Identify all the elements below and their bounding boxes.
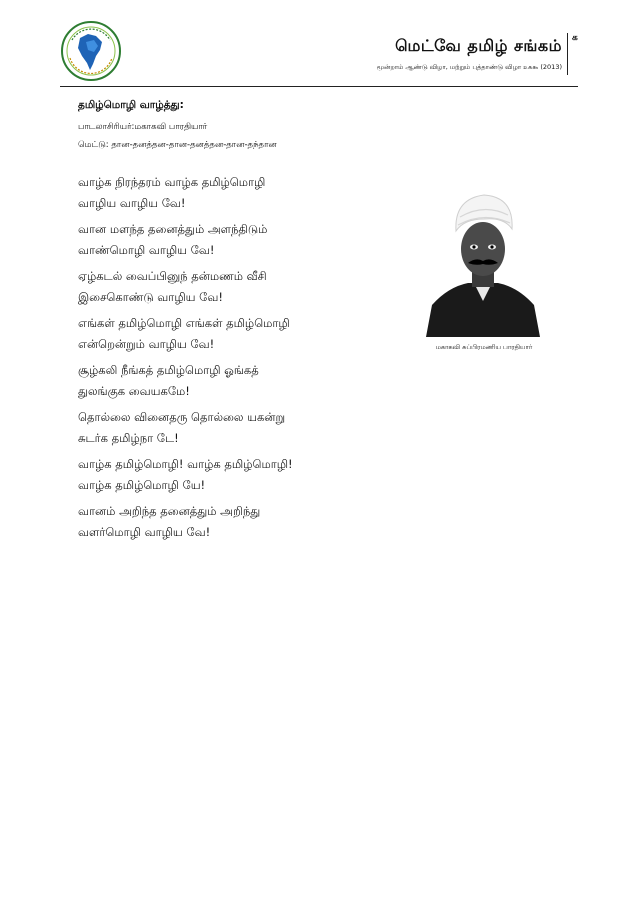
poem-stanza — [78, 266, 267, 308]
stanza-line: வாண்மொழி வாழிய வே! — [78, 243, 215, 257]
portrait-caption: மகாகவி சுப்பிரமணிய பாரதியார் — [435, 343, 533, 351]
stanza-line: வான மளந்த தனைத்தும் அளந்திடும் — [78, 222, 268, 236]
stanza-line: சூழ்கலி நீங்கத் தமிழ்மொழி ஓங்கத் — [78, 363, 259, 377]
stanza-line: சுடர்க தமிழ்நா டே! — [78, 431, 179, 445]
poem-author-line: பாடலாசிரியர்:மகாகவி பாரதியார் — [78, 122, 208, 132]
stanza-line: வாழ்க தமிழ்மொழி! வாழ்க தமிழ்மொழி! — [78, 457, 293, 471]
header-divider-vertical — [567, 33, 568, 75]
stanza-line: என்றென்றும் வாழிய வே! — [78, 337, 215, 351]
stanza-line: இசைகொண்டு வாழிய வே! — [78, 290, 223, 304]
header-subtitle: மூன்றாம் ஆண்டு விழா, மற்றும் புத்தாண்டு விழா ௨௧௯ (2013) — [376, 63, 562, 71]
stanza-line: வாழிய வாழிய வே! — [78, 196, 186, 210]
header-title: மெட்வே தமிழ் சங்கம் — [395, 36, 562, 55]
stanza-line: வானம் அறிந்த தனைத்தும் அறிந்து — [78, 504, 261, 518]
stanza-line: தொல்லை வினைதரு தொல்லை யகன்று — [78, 410, 286, 424]
stanza-line: துலங்குக வையகமே! — [78, 384, 190, 398]
stanza-line: வாழ்க நிரந்தரம் வாழ்க தமிழ்மொழி — [78, 175, 266, 189]
poem-title: தமிழ்மொழி வாழ்த்து: — [78, 99, 184, 111]
poem-stanza — [78, 501, 260, 543]
sangam-logo — [60, 20, 122, 82]
poem-stanza — [78, 313, 290, 355]
stanza-line: எங்கள் தமிழ்மொழி எங்கள் தமிழ்மொழி — [78, 316, 290, 330]
poem-stanza — [78, 360, 259, 402]
poem-tune-line: மெட்டு: தான-தனத்தன-தான-தனத்தன-தான-தந்தான — [78, 140, 277, 150]
bharathiyar-portrait — [418, 177, 548, 337]
stanza-line: ஏழ்கடல் வைப்பினுந் தன்மணம் வீசி — [78, 269, 267, 283]
poem-stanza — [78, 407, 285, 449]
header-divider — [60, 86, 578, 87]
poem-stanza — [78, 219, 267, 261]
stanza-line: வளர்மொழி வாழிய வே! — [78, 525, 211, 539]
poem-stanza — [78, 454, 293, 496]
page-number: க — [572, 33, 578, 43]
poem-stanza — [78, 172, 265, 214]
stanza-line: வாழ்க தமிழ்மொழி யே! — [78, 478, 206, 492]
